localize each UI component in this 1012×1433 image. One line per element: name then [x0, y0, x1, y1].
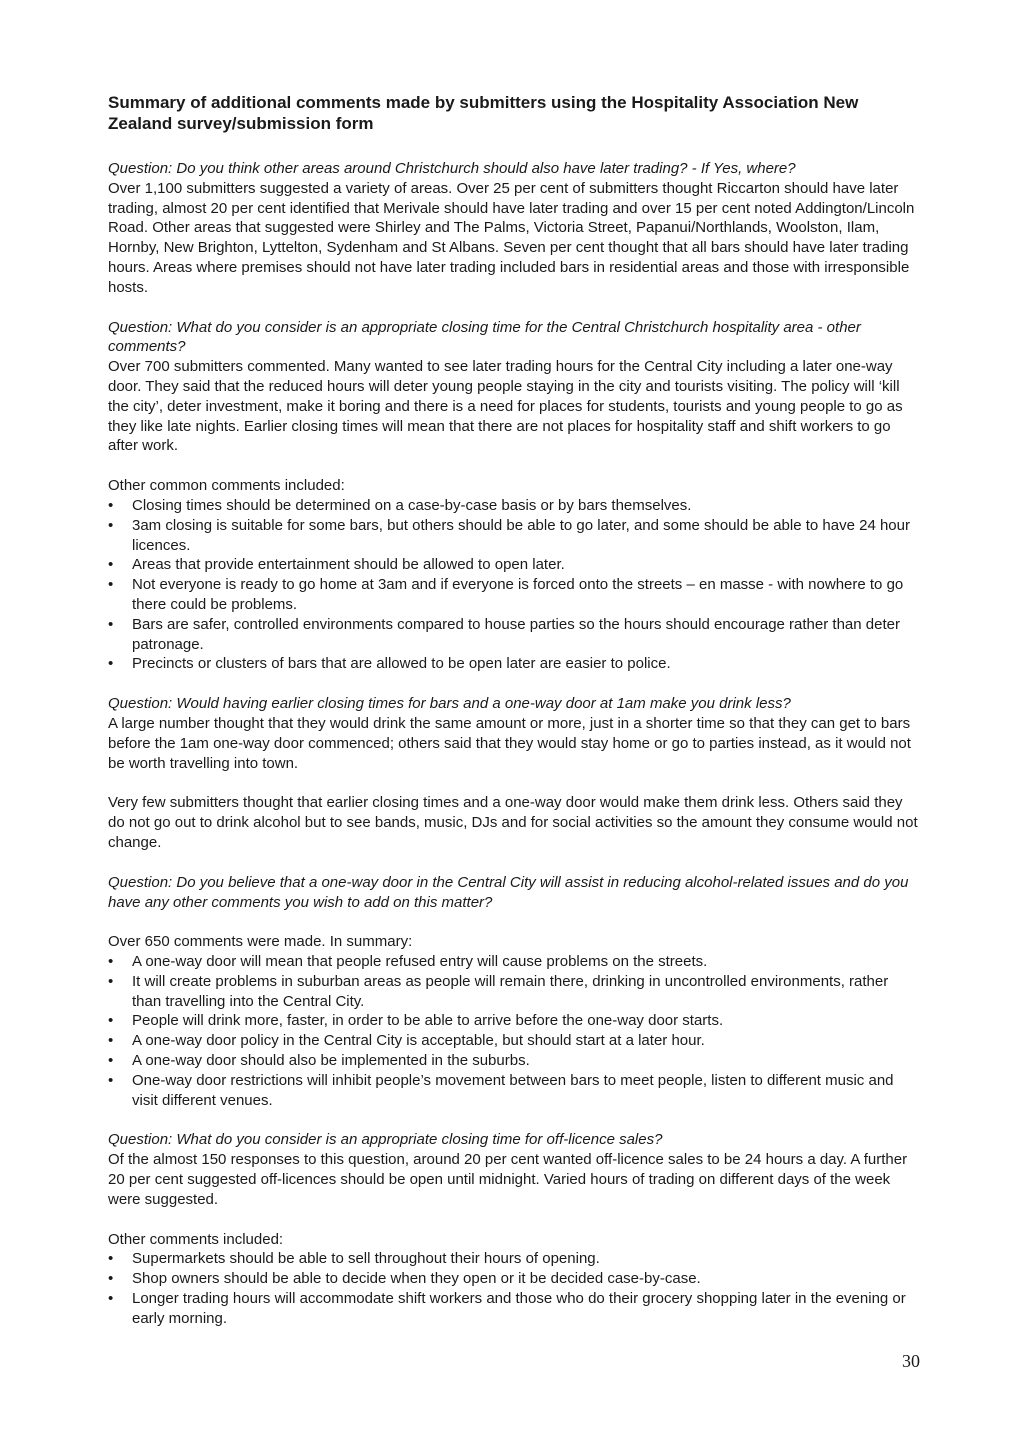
list-item: • A one-way door should also be implemented in the suburbs. [108, 1051, 918, 1071]
answer-closing-time-central: Over 700 submitters commented. Many wanted to see later trading hours for the Central City including a later one-way door. They said that the reduced hours will deter young people staying in the city and tourists visiting. The policy will ‘kill the city’, deter investment, make it boring and there is a need for places for students, tourists and young people to go as they like late nights. Earlier closing times will mean that there are not places for hospitality staff and shift workers to go after work. [108, 358, 903, 455]
question-closing-time-central: Question: What do you consider is an appropriate closing time for the Central Christchurch hospitality area - other comments? [108, 318, 861, 356]
one-way-door-comments-list [108, 952, 918, 1110]
list-item: • 3am closing is suitable for some bars, but others should be able to go later, and some should be able to have 24 hour licences. [108, 516, 918, 556]
answer-drink-less: A large number thought that they would drink the same amount or more, just in a shorter time so that they can get to bars before the 1am one-way door commenced; others said that they would stay home or go to parties instead, as it would not be worth travelling into town. [108, 714, 911, 772]
answer-off-licence: Of the almost 150 responses to this question, around 20 per cent wanted off-licence sales to be 24 hours a day. A further 20 per cent suggested off-licences should be open until midnight. Varied hours of trading on different days of the week were suggested. [108, 1151, 908, 1208]
list-item: • Longer trading hours will accommodate shift workers and those who do their grocery shopping later in the evening or early morning. [108, 1289, 918, 1329]
list-item: • Closing times should be determined on a case-by-case basis or by bars themselves. [108, 496, 918, 516]
answer-drink-less-continued: Very few submitters thought that earlier closing times and a one-way door would make them drink less. Others said they do not go out to drink alcohol but to see bands, music, DJs and for social activities so the amount they consume would not change. [108, 794, 918, 851]
list-item: • It will create problems in suburban areas as people will remain there, drinking in uncontrolled environments, rather than travelling into the Central City. [108, 972, 918, 1012]
page-number: 30 [902, 1351, 920, 1371]
list-item: • Bars are safer, controlled environments compared to house parties so the hours should encourage rather than deter patronage. [108, 615, 918, 655]
list-item: • People will drink more, faster, in order to be able to arrive before the one-way door starts. [108, 1011, 918, 1031]
question-later-trading-areas: Question: Do you think other areas around Christchurch should also have later trading? - If Yes, where? [108, 160, 796, 177]
list-item: • Not everyone is ready to go home at 3am and if everyone is forced onto the streets – en masse - with nowhere to go there could be problems. [108, 575, 918, 615]
question-drink-less: Question: Would having earlier closing times for bars and a one-way door at 1am make you drink less? [108, 695, 791, 713]
question-one-way-door: Question: Do you believe that a one-way door in the Central City will assist in reducing alcohol-related issues and do you have any other comments you wish to add on this matter? [108, 873, 909, 911]
list-item: • Precincts or clusters of bars that are allowed to be open later are easier to police. [108, 654, 918, 674]
list-item: • A one-way door policy in the Central City is acceptable, but should start at a later hour. [108, 1031, 918, 1051]
list-intro-common-comments: Other common comments included: [108, 477, 345, 495]
list-item: • One-way door restrictions will inhibit people’s movement between bars to meet people, listen to different music and visit different venues. [108, 1071, 918, 1111]
list-intro-one-way-door: Over 650 comments were made. In summary: [108, 933, 413, 951]
common-comments-list [108, 496, 918, 674]
list-intro-off-licence: Other comments included: [108, 1230, 284, 1248]
page-title: Summary of additional comments made by submitters using the Hospitality Association New Zealand survey/submission form [108, 93, 859, 133]
list-item: • A one-way door will mean that people refused entry will cause problems on the streets. [108, 952, 918, 972]
list-item: • Areas that provide entertainment should be allowed to open later. [108, 555, 918, 575]
off-licence-comments-list [108, 1249, 918, 1328]
document-page [108, 92, 918, 1329]
answer-later-trading-areas: Over 1,100 submitters suggested a variety of areas. Over 25 per cent of submitters thought Riccarton should have later trading, almost 20 per cent identified that Merivale should have later trading and over 15 per cent noted Addington/Lincoln Road. Other areas that suggested were Shirley and The Palms, Victoria Street, Papanui/Northlands, Woolston, Ilam, Hornby, New Brighton, Lyttelton, Sydenham and St Albans. Seven per cent thought that all bars should have later trading hours. Areas where premises should not have later trading included bars in residential areas and those with irresponsible hosts. [108, 179, 915, 296]
list-item: • Supermarkets should be able to sell throughout their hours of opening. [108, 1249, 918, 1269]
list-item: • Shop owners should be able to decide when they open or it be decided case-by-case. [108, 1269, 918, 1289]
question-off-licence: Question: What do you consider is an appropriate closing time for off-licence sales? [108, 1131, 663, 1149]
